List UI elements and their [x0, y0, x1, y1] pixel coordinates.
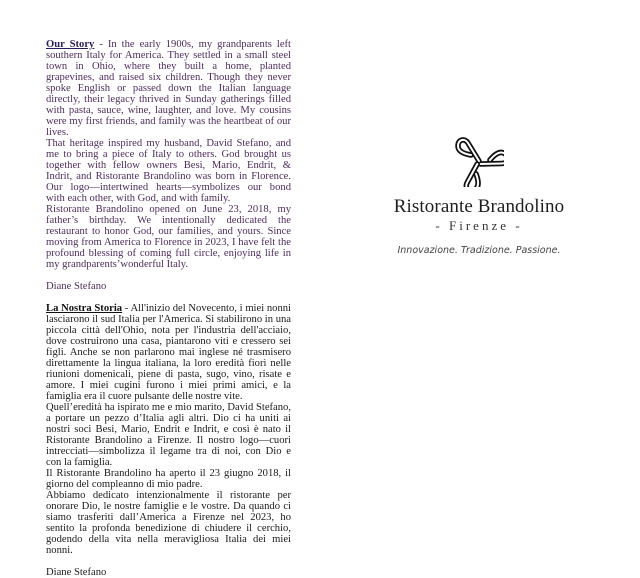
- italian-paragraph: Abbiamo dedicato intenzionalmente il ristorante per onorare Dio, le nostre famiglie e le vostre. Da quando ci siamo trasferiti dall’America a Firenze nel 2023, ho sentito la profonda benedizione di chiudere il cerchio, godendo della vita nella meravigliosa Italia dei miei nonni.: [46, 490, 291, 556]
- italian-intro-text: - All'inizio del Novecento, i miei nonni lasciarono il sud Italia per l'America. Si stabilirono in una piccola città dell'Ohio, nota per l'industria dell'acciaio, dove costruirono una casa, piantarono viti e cressero sei figli. Anche se non parlarono mai inglese né trasmisero direttamente la lingua italiana, la loro eredità fiorì nelle riunioni domenicali, piene di pasta, sugo, vino, risate e amore. I miei cugini furono i miei primi amici, e la famiglia era il cuore pulsante delle nostre vite.: [46, 303, 291, 402]
- italian-heading: La Nostra Storia: [46, 303, 123, 314]
- brand-city: - Firenze -: [435, 218, 523, 233]
- story-column: [46, 39, 291, 578]
- italian-paragraph: Il Ristorante Brandolino ha aperto il 23 giugno 2018, il giorno del compleanno di mio padre.: [46, 468, 291, 490]
- english-heading: Our Story: [46, 39, 95, 50]
- intertwined-hearts-icon: [454, 135, 504, 187]
- brand-name: Ristorante Brandolino: [393, 196, 565, 217]
- italian-story: [46, 303, 291, 578]
- brand-panel: [380, 135, 578, 256]
- brand-tagline: Innovazione. Tradizione. Passione.: [397, 245, 561, 256]
- english-signature: Diane Stefano: [46, 281, 107, 292]
- english-intro-text: - In the early 1900s, my grandparents left southern Italy for America. They settled in a small steel town in Ohio, where they built a home, planted grapevines, and raised six children. Though they never spoke English or passed down the Italian language directly, their legacy thrived in Sunday gatherings filled with pasta, sauce, wine, laughter, and love. My cousins were my first friends, and family was the heartbeat of our lives.: [46, 39, 291, 138]
- english-paragraph: [46, 39, 291, 138]
- italian-paragraph: [46, 303, 291, 402]
- section-spacer: [46, 292, 291, 303]
- english-paragraph: That heritage inspired my husband, David Stefano, and me to bring a piece of Italy to others. God brought us together with fellow owners Besi, Mario, Endrit, & Indrit, and Ristorante Brandolino was born in Florence. Our logo—intertwined hearts—symbolizes our bond with each other, with God, and with family.: [46, 138, 291, 204]
- italian-paragraph: Quell’eredità ha ispirato me e mio marito, David Stefano, a portare un pezzo d’Italia agli altri. Dio ci ha uniti ai nostri soci Besi, Mario, Endrit e Indrit, e così è nato il Ristorante Brandolino a Firenze. Il nostro logo—cuori intrecciati—simbolizza il legame tra di noi, con Dio e con la famiglia.: [46, 402, 291, 468]
- italian-signature: Diane Stefano: [46, 567, 107, 578]
- english-story: [46, 39, 291, 292]
- english-paragraph: Ristorante Brandolino opened on June 23, 2018, my father’s birthday. We intentionally dedicated the restaurant to honor God, our families, and yours. Since moving from America to Florence in 2023, I have felt the profound blessing of coming full circle, enjoying life in my grandparents’wonderful Italy.: [46, 204, 291, 270]
